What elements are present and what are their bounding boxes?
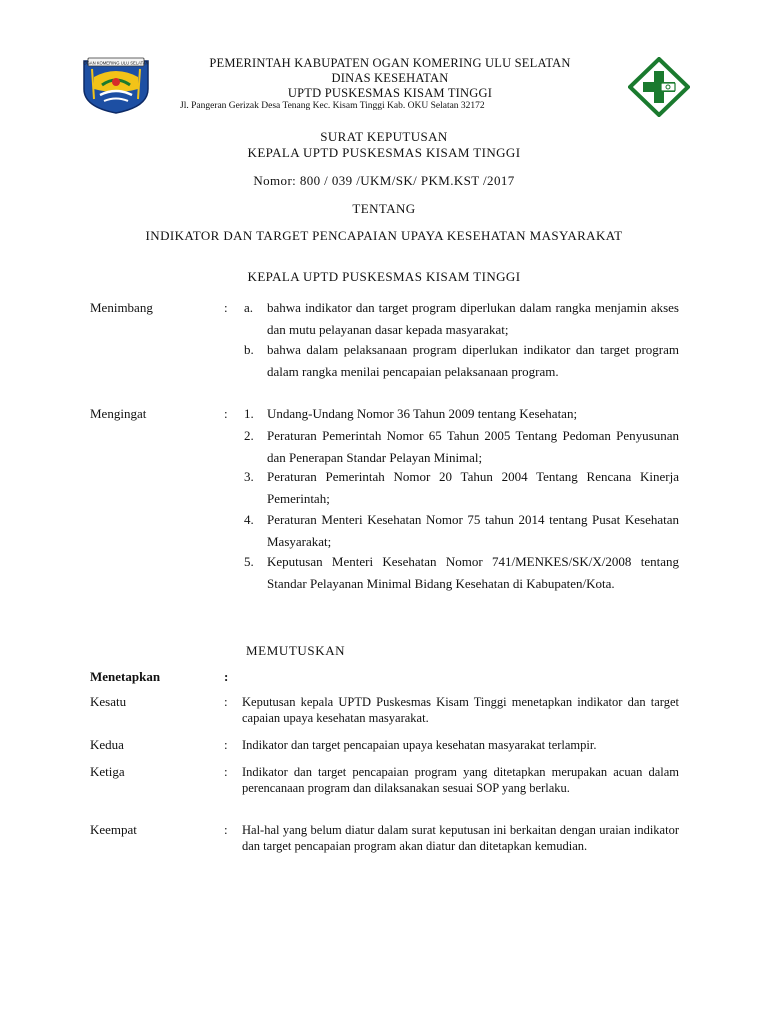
decision-label: Kesatu	[90, 694, 127, 709]
list-marker: b.	[244, 342, 254, 357]
list-marker: 2.	[244, 428, 254, 443]
list-item: Peraturan Pemerintah Nomor 65 Tahun 2005 Tentang Pedoman Penyusunan dan Penerapan Standar Pelayan Minimal;	[267, 428, 679, 465]
crest-banner-text: OGAN KOMERING ULU SELATAN	[83, 60, 149, 66]
list-item: Undang-Undang Nomor 36 Tahun 2009 tentang Kesehatan;	[267, 406, 578, 421]
list-marker: 4.	[244, 512, 254, 527]
document-issuer-title: KEPALA UPTD PUSKESMAS KISAM TINGGI	[247, 145, 521, 160]
list-marker: 5.	[244, 554, 254, 569]
decision-colon: :	[224, 737, 228, 752]
document-title: SURAT KEPUTUSAN	[320, 129, 448, 144]
list-item: bahwa indikator dan target program diperlukan dalam rangka menjamin akses dan mutu pelayanan dasar kepada masyarakat;	[267, 300, 679, 337]
menimbang-label: Menimbang	[90, 300, 153, 315]
mengingat-label: Mengingat	[90, 406, 147, 421]
decision-colon: :	[224, 764, 228, 779]
tentang-heading: TENTANG	[352, 201, 416, 216]
header-government: PEMERINTAH KABUPATEN OGAN KOMERING ULU SELATAN	[209, 56, 571, 70]
list-marker: a.	[244, 300, 254, 315]
decision-label: Ketiga	[90, 764, 125, 779]
decision-text: Indikator dan target pencapaian upaya kesehatan masyarakat terlampir.	[242, 738, 597, 752]
regency-crest-icon	[80, 55, 152, 115]
list-marker: 3.	[244, 469, 254, 484]
header-address: Jl. Pangeran Gerizak Desa Tenang Kec. Kisam Tinggi Kab. OKU Selatan 32172	[180, 101, 485, 111]
mengingat-colon: :	[224, 406, 228, 421]
list-item: bahwa dalam pelaksanaan program diperlukan indikator dan target program dalam rangka menilai pencapaian pelaksanaan program.	[267, 342, 679, 379]
issuer-heading: KEPALA UPTD PUSKESMAS KISAM TINGGI	[247, 269, 521, 284]
menimbang-colon: :	[224, 300, 228, 315]
decision-colon: :	[224, 822, 228, 837]
decision-label: Keempat	[90, 822, 137, 837]
puskesmas-cross-icon	[628, 57, 690, 117]
list-item: Peraturan Pemerintah Nomor 20 Tahun 2004 Tentang Rencana Kinerja Pemerintah;	[267, 469, 679, 506]
menetapkan-label: Menetapkan	[90, 669, 161, 684]
decision-colon: :	[224, 694, 228, 709]
header-department: DINAS KESEHATAN	[331, 71, 449, 85]
decision-text: Indikator dan target pencapaian program yang ditetapkan merupakan acuan dalam perencanaan program dan dilaksanakan sesuai SOP yang berlaku.	[242, 765, 679, 795]
memutuskan-heading: MEMUTUSKAN	[246, 643, 346, 658]
decision-text: Keputusan kepala UPTD Puskesmas Kisam Tinggi menetapkan indikator dan target capaian upaya kesehatan masyarakat.	[242, 695, 679, 725]
header-institution: UPTD PUSKESMAS KISAM TINGGI	[287, 86, 493, 100]
decision-text: Hal-hal yang belum diatur dalam surat keputusan ini berkaitan dengan uraian indikator dan target pencapaian program akan diatur dan ditetapkan kemudian.	[242, 823, 679, 853]
list-item: Keputusan Menteri Kesehatan Nomor 741/MENKES/SK/X/2008 tentang Standar Pelayanan Minimal Bidang Kesehatan di Kabupaten/Kota.	[267, 554, 679, 591]
document-subject: INDIKATOR DAN TARGET PENCAPAIAN UPAYA KESEHATAN MASYARAKAT	[145, 228, 623, 243]
list-item: Peraturan Menteri Kesehatan Nomor 75 tahun 2014 tentang Pusat Kesehatan Masyarakat;	[267, 512, 679, 549]
list-marker: 1.	[244, 406, 254, 421]
document-number: Nomor: 800 / 039 /UKM/SK/ PKM.KST /2017	[253, 173, 515, 188]
menetapkan-colon: :	[224, 669, 229, 684]
decision-label: Kedua	[90, 737, 124, 752]
